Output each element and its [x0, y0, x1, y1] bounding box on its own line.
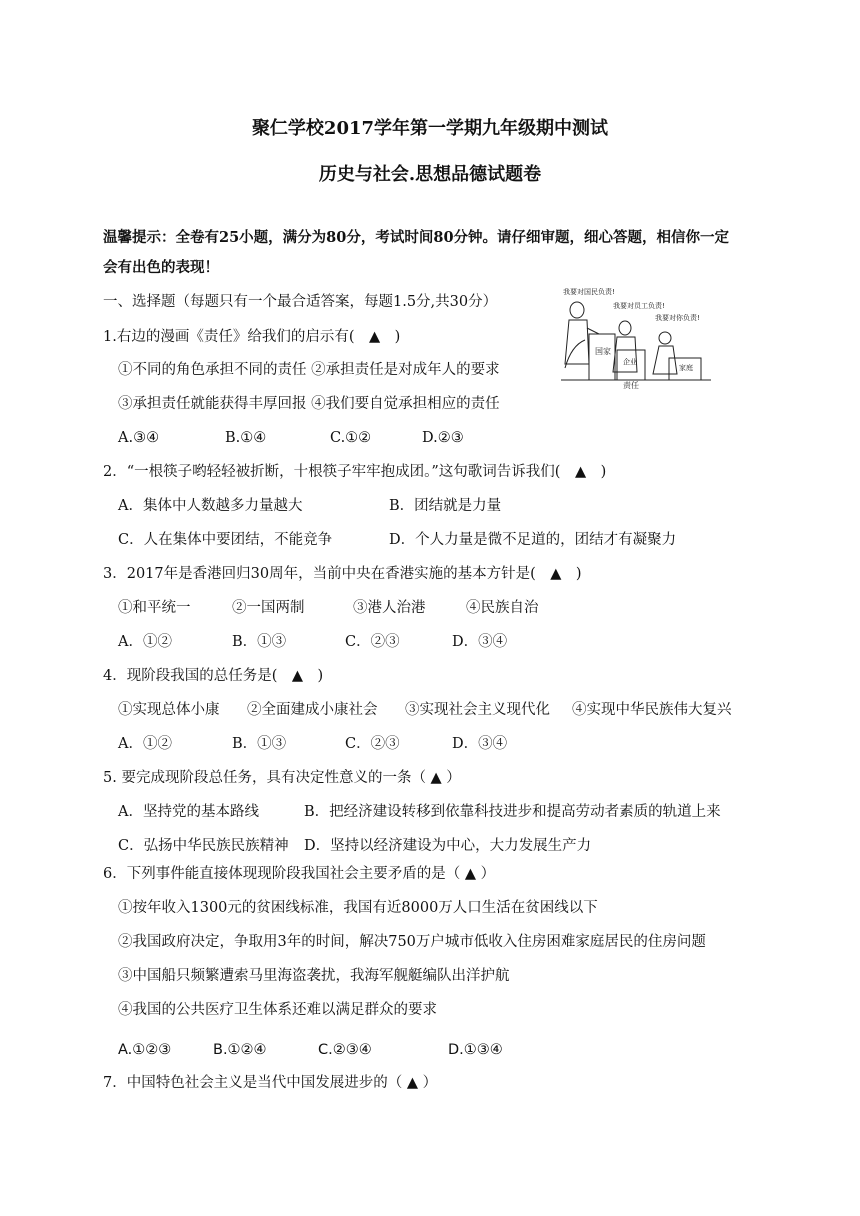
q4-option-a: A．①② [118, 736, 172, 752]
responsibility-cartoon [555, 284, 717, 390]
q2-option-a: A．集体中人数越多力量越大 [118, 498, 303, 514]
q5-stem: 5. 要完成现阶段总任务，具有决定性意义的一条（ ▲ ） [103, 770, 461, 786]
q6-option-b: B.①②④ [213, 1042, 267, 1058]
speech-bubble-2: 我要对员工负责! [613, 302, 665, 310]
q1-stem: 1.右边的漫画《责任》给我们的启示有( ▲ ) [103, 329, 401, 345]
cartoon-caption: 责任 [623, 381, 639, 390]
speech-bubble-1: 我要对国民负责! [563, 288, 615, 296]
notice-line-2: 会有出色的表现！ [103, 259, 219, 276]
q3-statement-4: ④民族自治 [466, 600, 539, 616]
q4-option-c: C．②③ [345, 736, 400, 752]
q4-statement-3: ③实现社会主义现代化 [405, 702, 550, 718]
q3-option-a: A．①② [118, 634, 172, 650]
q2-option-d: D．个人力量是微不足道的，团结才有凝聚力 [389, 532, 677, 548]
q5-option-a: A．坚持党的基本路线 [118, 804, 259, 820]
q3-option-c: C．②③ [345, 634, 400, 650]
q6-statement-1: ①按年收入1300元的贫困线标准，我国有近8000万人口生活在贫困线以下 [118, 900, 598, 916]
q6-option-c: C.②③④ [318, 1042, 372, 1058]
q1-option-a: A.③④ [118, 430, 160, 446]
q6-statement-3: ③中国船只频繁遭索马里海盗袭扰，我海军舰艇编队出洋护航 [118, 968, 510, 984]
q4-statement-1: ①实现总体小康 [118, 702, 220, 718]
q6-statement-2: ②我国政府决定，争取用3年的时间，解决750万户城市低收入住房困难家庭居民的住房问题 [118, 934, 706, 950]
q4-option-d: D．③④ [452, 736, 508, 752]
notice-text-1: 全卷有25小题，满分为80分，考试时间80分钟。请仔细审题，细心答题，相信你一定 [175, 229, 730, 246]
q4-option-b: B．①③ [232, 736, 287, 752]
q2-option-c: C．人在集体中要团结，不能竞争 [118, 532, 333, 548]
q1-option-b: B.①④ [225, 430, 267, 446]
label-state: 国家 [595, 347, 611, 356]
q3-statement-3: ③港人治港 [353, 600, 426, 616]
q2-stem: 2．“一根筷子哟轻轻被折断，十根筷子牢牢抱成团。”这句歌词告诉我们( ▲ ) [103, 464, 607, 480]
q4-statement-4: ④实现中华民族伟大复兴 [572, 702, 732, 718]
q4-stem: 4．现阶段我国的总任务是( ▲ ) [103, 668, 324, 684]
q1-statements-1: ①不同的角色承担不同的责任 ②承担责任是对成年人的要求 [118, 362, 500, 378]
q2-option-b: B．团结就是力量 [389, 498, 502, 514]
q1-option-c: C.①② [330, 430, 372, 446]
q5-option-c: C．弘扬中华民族民族精神 [118, 838, 289, 854]
notice-label: 温馨提示： [103, 229, 176, 246]
exam-subtitle: 历史与社会.思想品德试题卷 [318, 164, 542, 185]
label-company: 企业 [623, 358, 637, 366]
q6-statement-4: ④我国的公共医疗卫生体系还难以满足群众的要求 [118, 1002, 437, 1018]
q7-stem: 7．中国特色社会主义是当代中国发展进步的（ ▲ ） [103, 1075, 438, 1091]
exam-title: 聚仁学校2017学年第一学期九年级期中测试 [251, 118, 609, 139]
q1-option-d: D.②③ [422, 430, 464, 446]
q3-statement-1: ①和平统一 [118, 600, 191, 616]
q6-stem: 6．下列事件能直接体现现阶段我国社会主要矛盾的是（ ▲ ） [103, 866, 496, 882]
q6-option-a: A.①②③ [118, 1042, 172, 1058]
label-family: 家庭 [679, 364, 693, 372]
q5-option-b: B．把经济建设转移到依靠科技进步和提高劳动者素质的轨道上来 [304, 804, 721, 820]
q5-option-d: D．坚持以经济建设为中心，大力发展生产力 [304, 838, 592, 854]
q3-statement-2: ②一国两制 [232, 600, 305, 616]
q1-statements-2: ③承担责任就能获得丰厚回报 ④我们要自觉承担相应的责任 [118, 396, 500, 412]
notice-line-1 [103, 228, 729, 248]
q3-option-d: D．③④ [452, 634, 508, 650]
q6-option-d: D.①③④ [448, 1042, 503, 1058]
speech-bubble-3: 我要对你负责! [655, 314, 700, 322]
q3-stem: 3．2017年是香港回归30周年，当前中央在香港实施的基本方针是( ▲ ) [103, 566, 582, 582]
section-heading: 一、选择题（每题只有一个最合适答案，每题1.5分,共30分） [103, 294, 498, 310]
q4-statement-2: ②全面建成小康社会 [247, 702, 378, 718]
q3-option-b: B．①③ [232, 634, 287, 650]
